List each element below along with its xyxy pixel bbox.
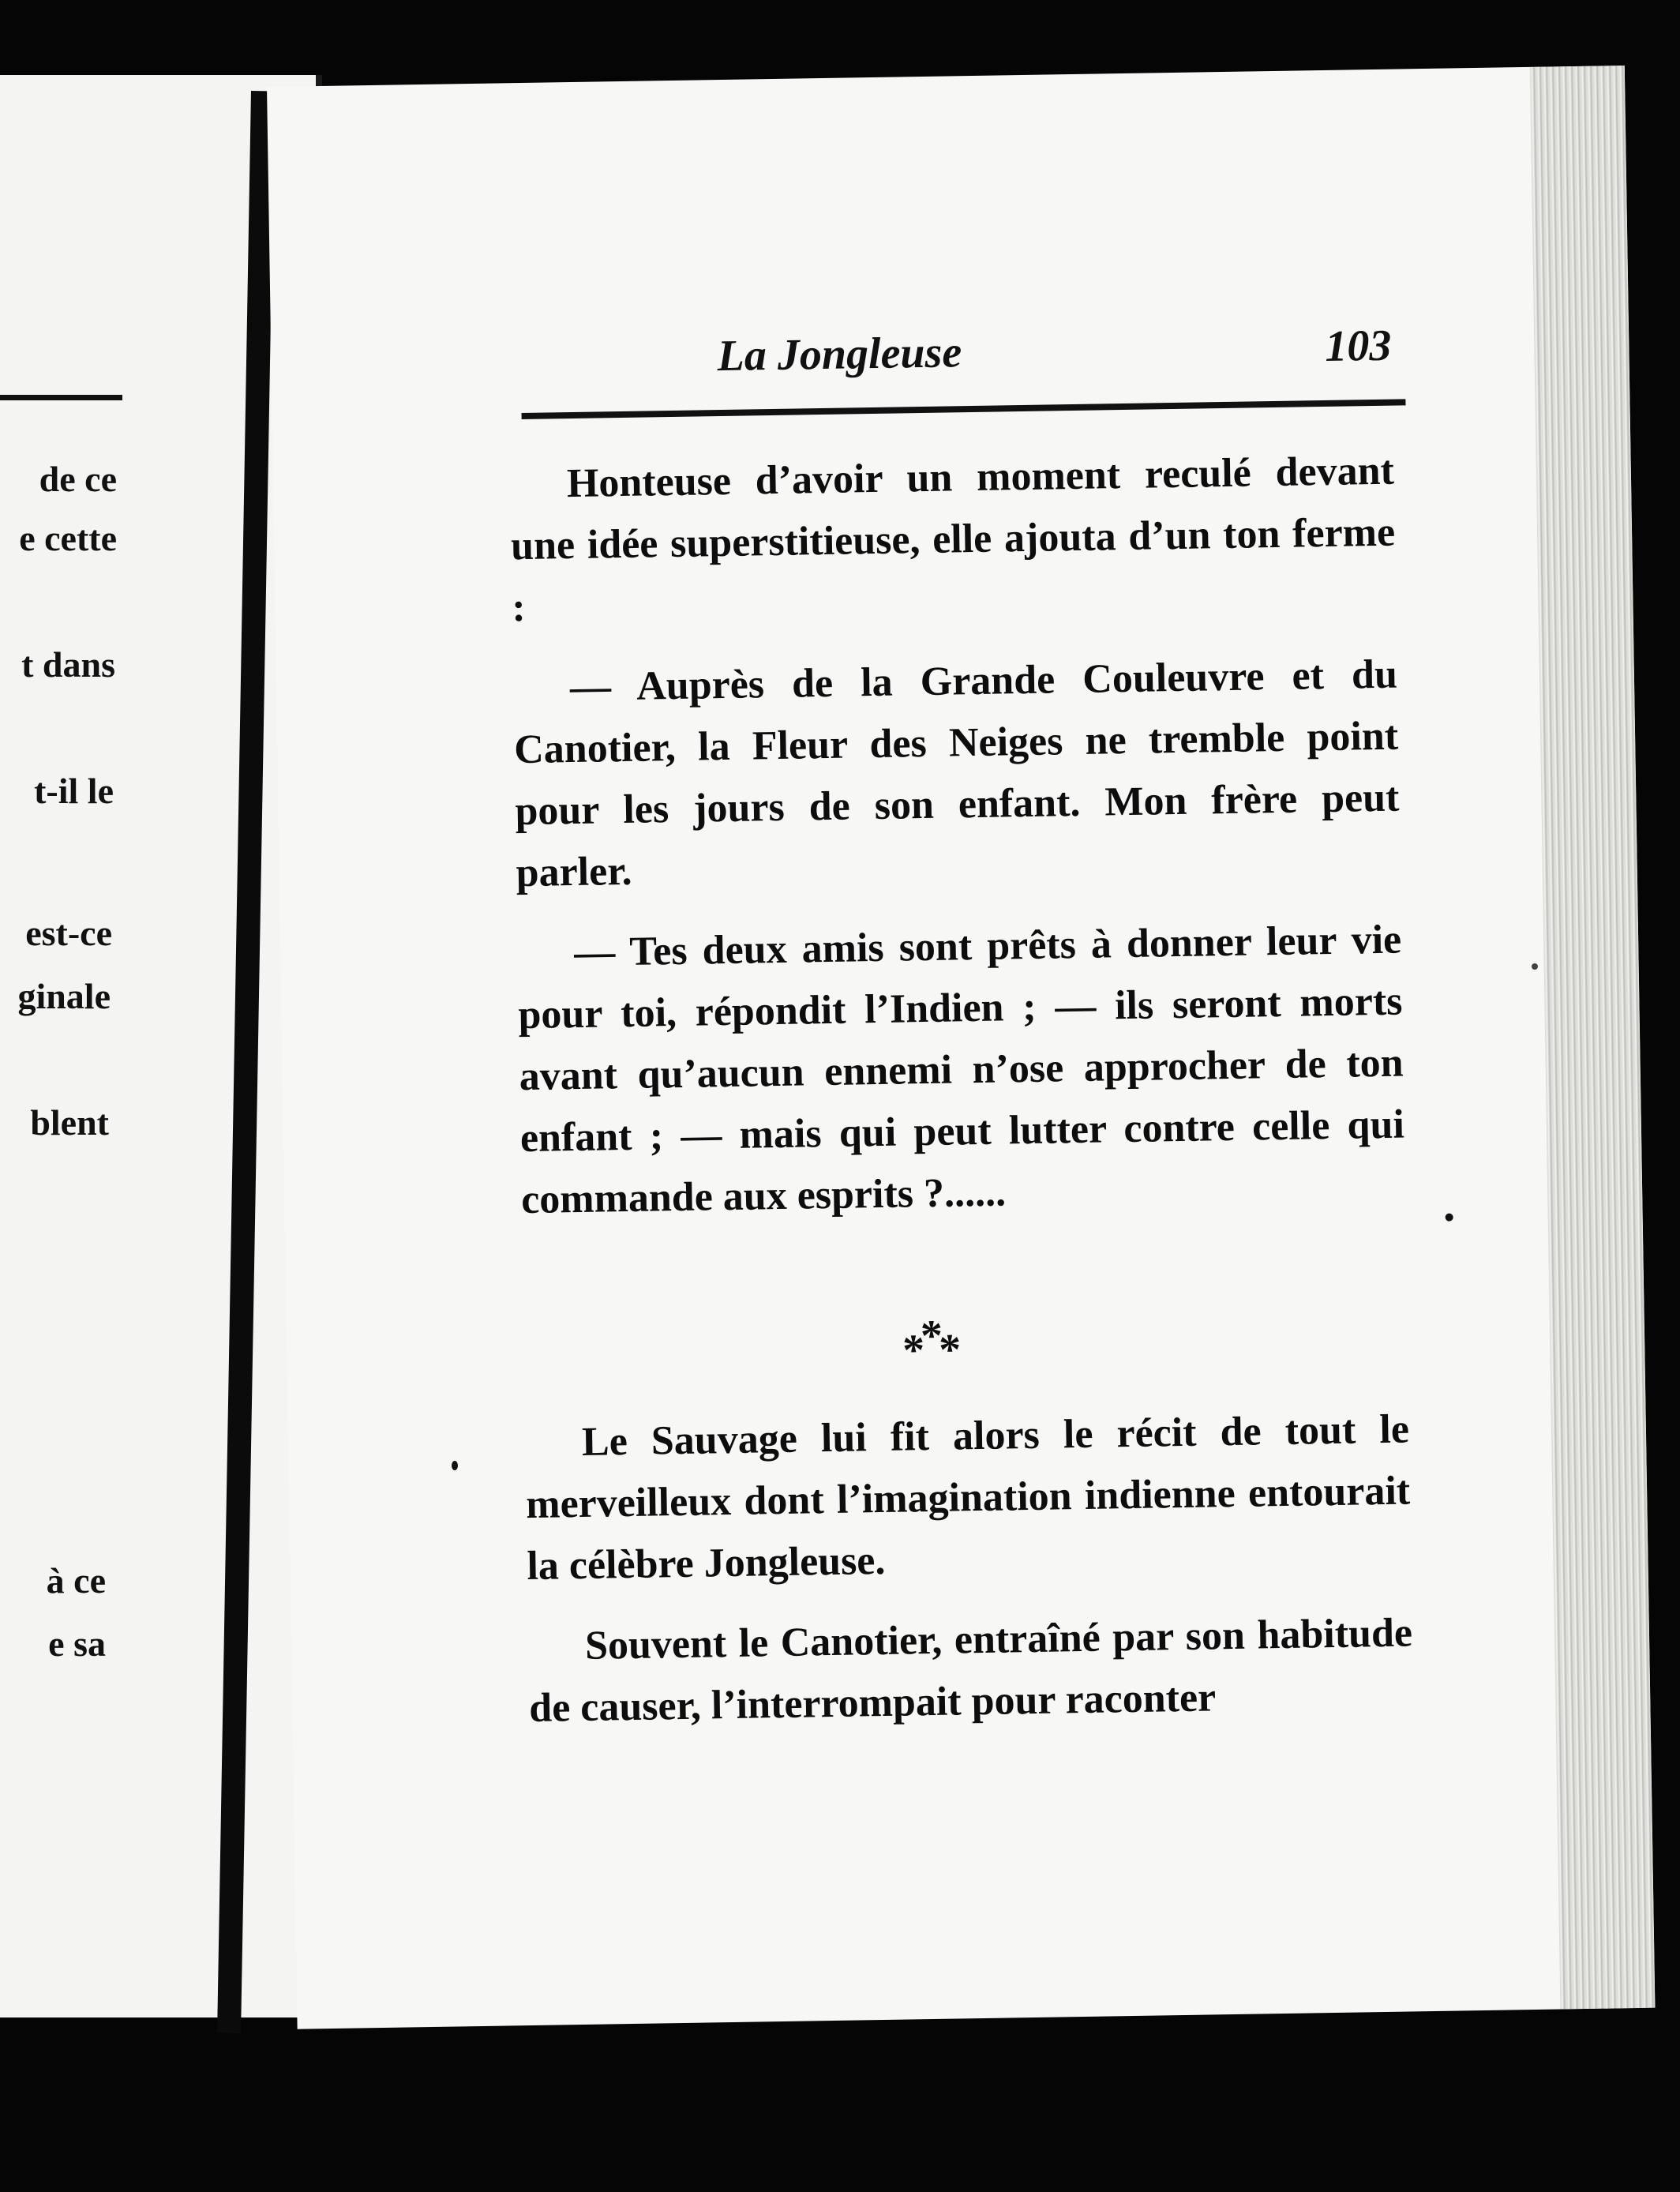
scan-speck <box>1532 963 1538 970</box>
left-page-line: e sa <box>48 1623 106 1664</box>
paragraph: Le Sauvage lui fit alors le récit de tout le merveilleux dont l’imagination indienne entourait la célèbre Jongleuse. <box>525 1406 1411 1590</box>
left-page-line: t-il le <box>34 771 114 811</box>
left-page-line: e cette <box>19 518 117 558</box>
left-page-line: de ce <box>39 459 117 499</box>
paragraph: Souvent le Canotier, entraîné par son habitude de causer, l’interrompait pour raconter <box>528 1610 1413 1732</box>
header-rule <box>522 399 1406 419</box>
section-separator: * * * <box>902 1311 962 1376</box>
left-page-rule <box>0 395 122 400</box>
running-head: La Jongleuse <box>717 328 962 381</box>
left-page-line: à ce <box>46 1560 106 1601</box>
paragraph: — Auprès de la Grande Couleuvre et du Canotier, la Fleur des Neiges ne tremble point pour les jours de son enfant. Mon frère peut parler. <box>513 651 1400 896</box>
scan-speck <box>1446 1214 1453 1222</box>
page-edge-texture <box>1530 66 1656 2010</box>
left-page-line: t dans <box>21 644 115 685</box>
left-page-line: est-ce <box>25 913 112 953</box>
left-page-line: ginale <box>17 976 111 1016</box>
scan-speck <box>452 1461 458 1470</box>
body-text <box>509 441 1413 1740</box>
left-page-line: blent <box>30 1102 109 1143</box>
paragraph: Honteuse d’avoir un moment reculé devant une idée superstitieuse, elle ajouta d’un ton ferme : <box>510 448 1396 631</box>
page-number: 103 <box>1324 321 1392 371</box>
paragraph: — Tes deux amis sont prêts à donner leur vie pour toi, répondit l’Indien ; — ils seront morts avant qu’aucun ennemi n’ose approcher de ton enfant ; — mais qui peut lutter contre celle qui commande aux esprits ?...... <box>518 917 1405 1223</box>
right-page <box>267 66 1655 2029</box>
